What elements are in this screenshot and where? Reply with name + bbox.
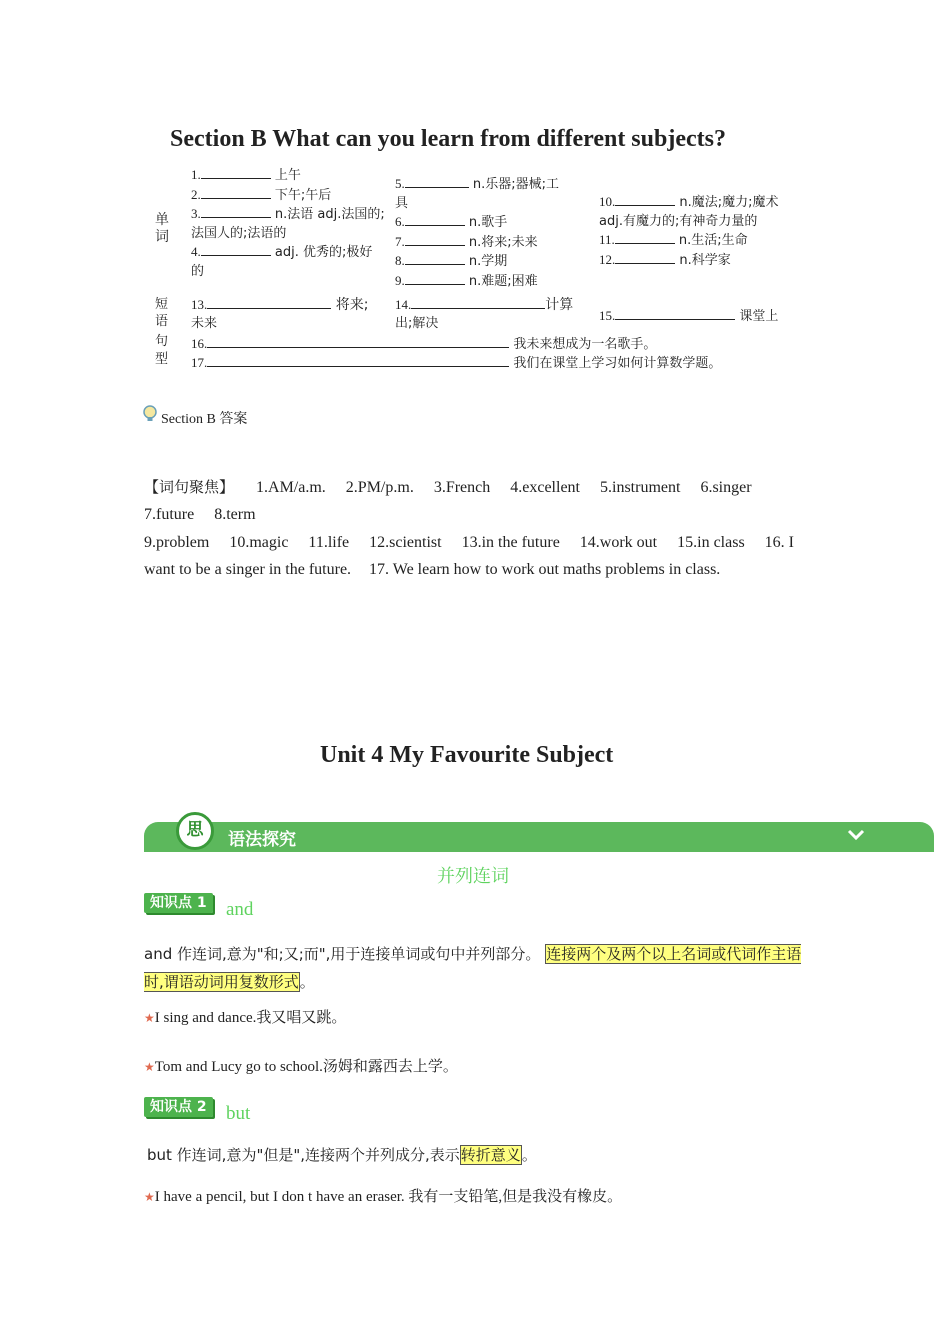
vocab-3: 3. n.法语 adj.法国的; <box>191 206 385 222</box>
example-1: ★I sing and dance.我又唱又跳。 <box>144 1010 347 1026</box>
banner-label: 语法探究 <box>228 830 296 850</box>
star-icon: ★ <box>144 1190 155 1204</box>
vocab-10: 10. n.魔法;魔力;魔术 <box>599 194 779 210</box>
kp1-description: and 作连词,意为"和;又;而",用于连接单词或句中并列部分。 连接两个及两个以上名词或代词作主语时,谓语动词用复数形式。 <box>144 945 802 991</box>
sentence-16: 16. 我未来想成为一名歌手。 <box>191 336 657 352</box>
vocab-9: 9. n.难题;困难 <box>395 272 538 289</box>
vocab-3-cont: 法国人的;法语的 <box>191 225 287 241</box>
knowledge-point-1 <box>144 892 213 912</box>
vocab-8: 8. n.学期 <box>395 253 508 269</box>
kp1-highlight: 连接两个及两个以上名词或代词作主语时,谓语动词用复数形式 <box>144 945 802 991</box>
vocab-4: 4. adj. 优秀的;极好 <box>191 244 373 260</box>
star-icon: ★ <box>144 1011 155 1025</box>
vocab-5-cont: 具 <box>395 195 409 211</box>
vocab-11: 11. n.生活;生命 <box>599 232 748 248</box>
row-label-words: 单 词 <box>155 212 169 245</box>
vocab-5: 5. n.乐器;器械;工 <box>395 176 560 192</box>
vocab-7: 7. n.将来;未来 <box>395 233 538 250</box>
star-icon: ★ <box>144 1060 155 1074</box>
kp2-description: but 作连词,意为"但是",连接两个并列成分,表示转折意义。 <box>147 1146 537 1164</box>
unit-title: Unit 4 My Favourite Subject <box>320 742 614 768</box>
answer-block: 【词句聚焦】 1.AM/a.m. 2.PM/p.m. 3.French 4.excellent 5.instrument 6.singer 7.future 8.term <box>144 478 752 523</box>
topic-title: 并列连词 <box>437 866 509 887</box>
example-3: ★I have a pencil, but I don t have an eraser. 我有一支铅笔,但是我没有橡皮。 <box>144 1189 623 1205</box>
row-label-phrases: 短 语 <box>155 297 169 329</box>
kp2-highlight: 转折意义 <box>460 1146 521 1164</box>
vocab-col-2 <box>395 175 559 291</box>
kp2-badge: 知识点 2 <box>144 1097 213 1117</box>
vocab-6: 6. n.歌手 <box>395 214 508 230</box>
answer-label: 【词句聚焦】 <box>144 478 235 496</box>
vocab-col-1 <box>191 166 385 281</box>
phrase-14: 14. 计算 出;解决 <box>395 297 574 331</box>
vocab-10-cont: adj.有魔力的;有神奇力量的 <box>599 213 758 229</box>
phrase-15: 15. 课堂上 <box>599 308 779 324</box>
vocab-4-cont: 的 <box>191 263 205 279</box>
lightbulb-icon <box>143 405 157 423</box>
row-label-sentences: 句 型 <box>155 334 169 367</box>
example-2: ★Tom and Lucy go to school.汤姆和露西去上学。 <box>144 1059 458 1075</box>
answer-header: Section B 答案 <box>143 405 247 425</box>
vocab-col-3 <box>599 193 779 270</box>
sentence-17: 17. 我们在课堂上学习如何计算数学题。 <box>191 355 722 371</box>
vocab-1: 1. 上午 <box>191 167 301 183</box>
answer-block-2: 9.problem 10.magic 11.life 12.scientist 13.in the future 14.work out 15.in class 16. I want to be a singer in the future. 17. We learn how to work out maths problems in class. <box>144 534 794 578</box>
section-title: Section B What can you learn from different subjects? <box>170 126 726 152</box>
vocab-2: 2. 下午;午后 <box>191 186 332 203</box>
chevron-down-icon[interactable] <box>846 828 866 842</box>
knowledge-point-2 <box>144 1096 213 1116</box>
kp2-word: but <box>226 1103 251 1124</box>
vocab-12: 12. n.科学家 <box>599 251 731 268</box>
kp1-word: and <box>226 899 254 920</box>
kp1-badge: 知识点 1 <box>144 893 213 913</box>
think-badge: 思 <box>176 812 214 850</box>
phrase-13: 13. 将来; 未来 <box>191 297 369 331</box>
